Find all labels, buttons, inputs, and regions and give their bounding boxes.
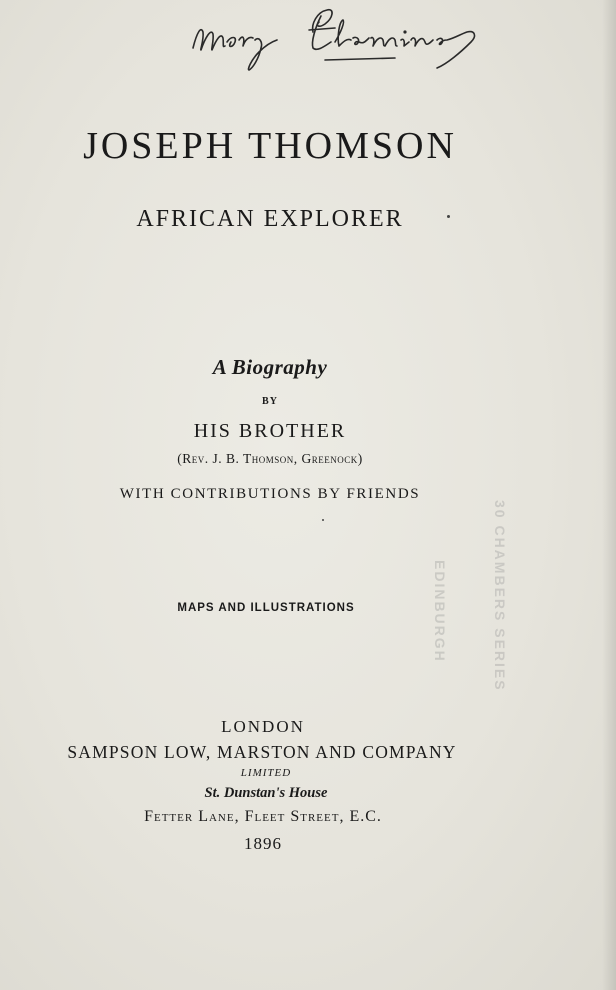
book-subtitle: AFRICAN EXPLORER [136, 206, 404, 232]
imprint-address: Fetter Lane, Fleet Street, E.C. [144, 808, 382, 825]
contributions-line: WITH CONTRIBUTIONS BY FRIENDS [119, 486, 421, 502]
stamp-line-1: EDINBURGH [432, 560, 448, 663]
imprint-publisher: SAMPSON LOW, MARSTON AND COMPANY [67, 742, 457, 762]
page-edge-shadow [602, 0, 616, 990]
author-name: HIS BROTHER [193, 420, 347, 442]
handwritten-signature [185, 2, 485, 74]
paper-speck [447, 215, 450, 218]
stamp-line-2: 30 CHAMBERS SERIES [492, 500, 508, 692]
maps-illustrations-line: MAPS AND ILLUSTRATIONS [177, 602, 355, 614]
imprint-house: St. Dunstan's House [204, 785, 328, 801]
imprint-year: 1896 [244, 834, 282, 853]
imprint-limited: LIMITED [240, 767, 292, 779]
by-label: BY [262, 396, 278, 407]
biography-label: A Biography [212, 355, 328, 379]
author-detail: (Rev. J. B. Thomson, Greenock) [177, 451, 363, 466]
book-title: JOSEPH THOMSON [83, 125, 457, 167]
imprint-city: LONDON [221, 717, 305, 736]
paper-speck [322, 519, 324, 521]
library-stamp [426, 500, 516, 790]
